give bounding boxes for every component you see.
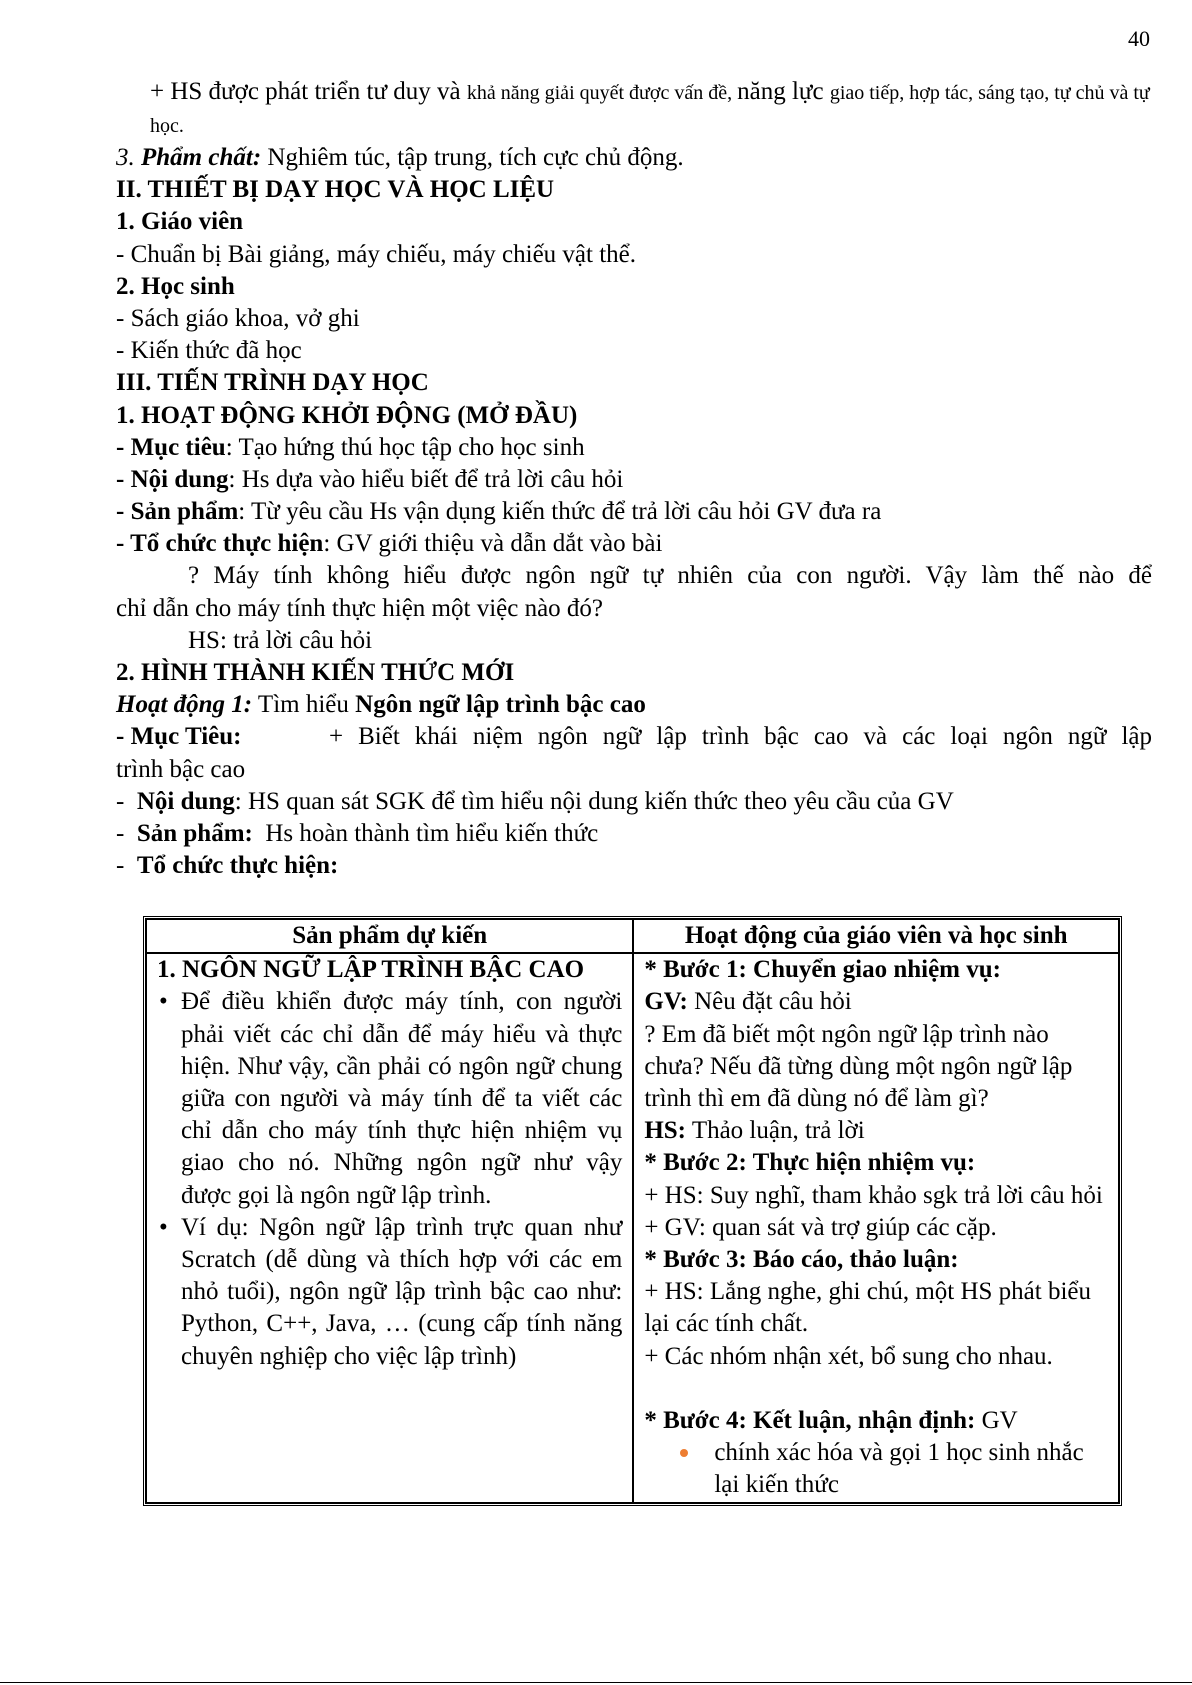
quality-number: 3. (116, 144, 141, 171)
activity-1-title: 1. HOẠT ĐỘNG KHỞI ĐỘNG (MỞ ĐẦU) (116, 401, 578, 429)
content2-line: - Nội dung: HS quan sát SGK để tìm hiểu nội dung kiến thức theo yêu cầu của GV (116, 787, 954, 815)
answer-line: HS: trả lời câu hỏi (188, 626, 373, 654)
teacher-item: - Chuẩn bị Bài giảng, máy chiếu, máy chiếu vật thể. (116, 240, 636, 268)
step-4: * Bước 4: Kết luận, nhận định: (644, 1407, 976, 1435)
header-left: Sản phẩm dự kiến (146, 919, 633, 953)
product-label: - Sản phẩm (116, 498, 239, 526)
content-line (116, 464, 1152, 496)
student-item-1: - Sách giáo khoa, vở ghi (116, 304, 360, 332)
quality-text: Nghiêm túc, tập trung, tích cực chủ động. (261, 144, 684, 171)
left-title: 1. NGÔN NGỮ LẬP TRÌNH BẬC CAO (157, 956, 585, 984)
left-bullet-2: • Ví dụ: Ngôn ngữ lập trình trực quan như Scratch (dễ dùng và thích hợp với các em nhỏ tuổi), ngôn ngữ lập trình bậc cao như: Python, C++, Java, … (cung cấp tính năng chuyên nghiệp cho việc lập trình) (157, 1212, 622, 1373)
hs-line (644, 1115, 1108, 1147)
step-1: * Bước 1: Chuyển giao nhiệm vụ: (644, 956, 1001, 984)
goal-text: : Tạo hứng thú học tập cho học sinh (225, 433, 585, 461)
left-bullet-1: • Để điều khiển được máy tính, con người phải viết các chỉ dẫn để máy hiểu và thực hiện. Như vậy, cần phải có ngôn ngữ chung giữa con người và máy tính để ta viết các chỉ dẫn cho máy tính thực hiện nhiệm vụ giao cho nó. Những ngôn ngữ như vậy được gọi là ngôn ngữ lập trình. (157, 986, 622, 1211)
table-row (146, 953, 1119, 1502)
hd1-bold: Ngôn ngữ lập trình bậc cao (355, 691, 646, 719)
header-right: Hoạt động của giáo viên và học sinh (633, 919, 1119, 953)
gv-line (644, 986, 1108, 1018)
step-2-b: + GV: quan sát và trợ giúp các cặp. (644, 1213, 997, 1241)
product2-label: Sản phẩm: (136, 819, 253, 847)
lesson-table (143, 916, 1122, 1506)
hd1-line (116, 689, 1152, 721)
intro-text-4: giao tiếp, hợp tác, sáng tạo, tự chủ và tự học. (150, 82, 1150, 137)
content2-text: : HS quan sát SGK để tìm hiểu nội dung kiến thức theo yêu cầu của GV (234, 787, 954, 815)
intro-text-3: năng lực (737, 78, 830, 105)
intro-text-2: khả năng giải quyết được vấn đề, (466, 82, 738, 104)
goal2-label: - Mục Tiêu: (116, 723, 242, 751)
gv-question: ? Em đã biết một ngôn ngữ lập trình nào chưa? Nếu đã từng dùng một ngôn ngữ lập trình thì em đã dùng nó để làm gì? (644, 1020, 1073, 1113)
org-line (116, 528, 1152, 560)
gv-label: GV: (644, 988, 688, 1016)
step-2-a: + HS: Suy nghĩ, tham khảo sgk trả lời câu hỏi (644, 1181, 1103, 1209)
student-item-2: - Kiến thức đã học (116, 337, 302, 365)
activity-cell (633, 953, 1119, 1502)
activity-2-title: 2. HÌNH THÀNH KIẾN THỨC MỚI (116, 659, 515, 686)
hs-label: HS: (644, 1117, 687, 1145)
student-heading: 2. Học sinh (116, 272, 235, 300)
goal-line (116, 432, 1152, 464)
quality-line (116, 142, 1152, 174)
org2-line: - Tổ chức thực hiện: (116, 852, 339, 880)
quality-label: Phẩm chất: (141, 144, 262, 171)
content2-label: Nội dung (136, 787, 235, 815)
step-3-a: + HS: Lắng nghe, ghi chú, một HS phát biểu lại các tính chất. (644, 1278, 1092, 1338)
goal2-line (116, 721, 1152, 753)
product2-text: Hs hoàn thành tìm hiểu kiến thức (265, 819, 599, 847)
gv-text: Nêu đặt câu hỏi (687, 988, 852, 1016)
product2-line: - Sản phẩm: Hs hoàn thành tìm hiểu kiến thức (116, 819, 599, 847)
table-header-row (146, 919, 1119, 953)
question-line-1: ? Máy tính không hiểu được ngôn ngữ tự nhiên của con người. Vậy làm thế nào để (188, 562, 1152, 590)
step-3: * Bước 3: Báo cáo, thảo luận: (644, 1246, 959, 1274)
hs-text: Thảo luận, trả lời (686, 1117, 865, 1145)
org-label: - Tổ chức thực hiện (116, 530, 324, 558)
step-4-item: chính xác hóa và gọi 1 học sinh nhắc lại kiến thức (644, 1437, 1108, 1501)
step-2: * Bước 2: Thực hiện nhiệm vụ: (644, 1149, 976, 1177)
goal-label: - Mục tiêu (116, 433, 226, 461)
goal2-cont: trình bậc cao (116, 755, 246, 783)
document-body (116, 76, 1152, 882)
step-4-line (644, 1405, 1108, 1437)
org-text: : GV giới thiệu và dẫn dắt vào bài (323, 530, 663, 558)
goal2-text: + Biết khái niệm ngôn ngữ lập trình bậc cao và các loại ngôn ngữ lập (329, 723, 1152, 751)
step-4-text: GV (975, 1407, 1018, 1435)
question-line-2: chỉ dẫn cho máy tính thực hiện một việc nào đó? (116, 594, 604, 622)
page-number: 40 (1128, 26, 1150, 51)
content-label: - Nội dung (116, 465, 229, 493)
product-text: : Từ yêu cầu Hs vận dụng kiến thức để trả lời câu hỏi GV đưa ra (238, 498, 882, 526)
content-text: : Hs dựa vào hiểu biết để trả lời câu hỏi (228, 465, 624, 493)
org2-label: Tổ chức thực hiện: (136, 852, 339, 880)
hd1-label: Hoạt động 1: (116, 691, 253, 719)
section-3-title: III. TIẾN TRÌNH DẠY HỌC (116, 369, 429, 397)
teacher-heading: 1. Giáo viên (116, 208, 244, 236)
hd1-text: Tìm hiểu (252, 691, 356, 719)
step-3-b: + Các nhóm nhận xét, bổ sung cho nhau. (644, 1342, 1053, 1370)
intro-paragraph (116, 76, 1152, 142)
product-line (116, 496, 1152, 528)
section-2-title: II. THIẾT BỊ DẠY HỌC VÀ HỌC LIỆU (116, 176, 555, 204)
intro-text-1: + HS được phát triển tư duy và (150, 78, 467, 105)
bottom-rule (0, 1682, 1192, 1683)
product-cell (146, 953, 633, 1502)
